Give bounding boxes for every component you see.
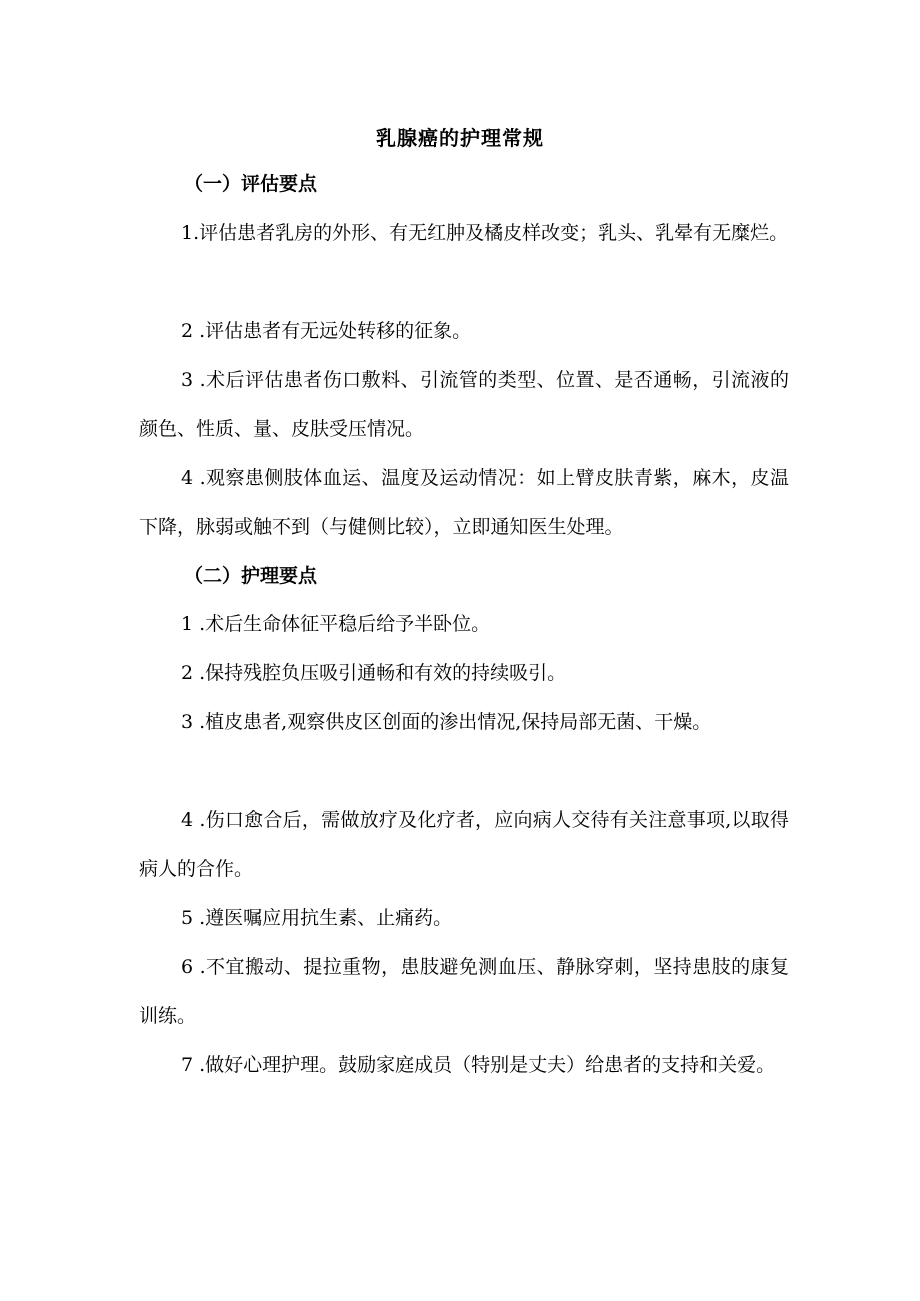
- section-heading-nursing: （二）护理要点: [184, 565, 318, 587]
- nursing-item-5: 5 .遵医嘱应用抗生素、止痛药。: [181, 907, 453, 929]
- assessment-item-2: 2 .评估患者有无远处转移的征象。: [181, 320, 472, 342]
- document-title: 乳腺癌的护理常规: [376, 126, 544, 150]
- assessment-item-1: 1.评估患者乳房的外形、有无红肿及橘皮样改变；乳头、乳晕有无糜烂。: [181, 222, 789, 244]
- nursing-item-1: 1 .术后生命体征平稳后给予半卧位。: [181, 613, 491, 635]
- nursing-item-6: 6 .不宜搬动、提拉重物，患肢避免测血压、静脉穿刺，坚持患肢的康复训练。: [139, 956, 789, 1027]
- nursing-item-4: 4 .伤口愈合后，需做放疗及化疗者，应向病人交待有关注意事项,以取得病人的合作。: [139, 809, 789, 880]
- nursing-item-7: 7 .做好心理护理。鼓励家庭成员（特别是丈夫）给患者的支持和关爱。: [181, 1054, 776, 1076]
- nursing-item-3: 3 .植皮患者,观察供皮区创面的渗出情况,保持局部无菌、干燥。: [181, 711, 712, 733]
- assessment-item-4: 4 .观察患侧肢体血运、温度及运动情况：如上臂皮肤青紫，麻木，皮温下降，脉弱或触不到（与健侧比较），立即通知医生处理。: [139, 467, 789, 538]
- assessment-item-3: 3 .术后评估患者伤口敷料、引流管的类型、位置、是否通畅，引流液的颜色、性质、量、皮肤受压情况。: [139, 369, 789, 440]
- section-heading-assessment: （一）评估要点: [184, 173, 318, 195]
- nursing-item-2: 2 .保持残腔负压吸引通畅和有效的持续吸引。: [181, 662, 567, 684]
